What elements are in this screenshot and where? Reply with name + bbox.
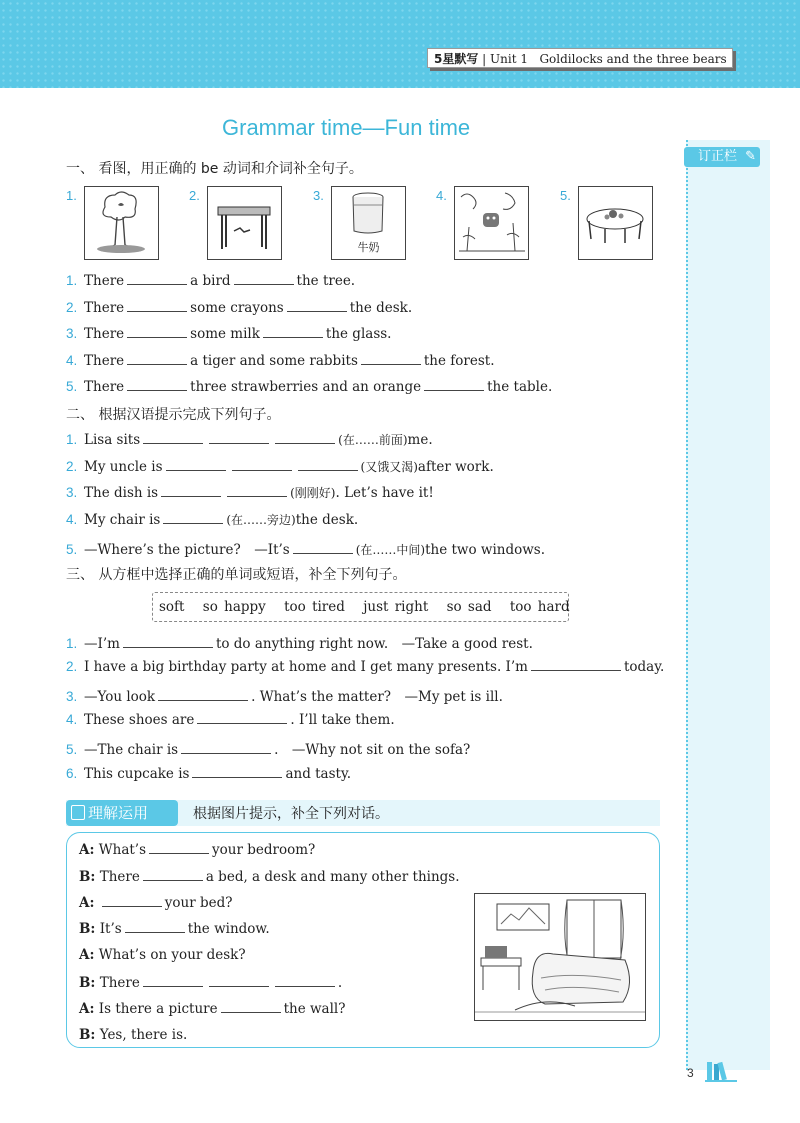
hint: (又饿又渴)	[360, 460, 418, 474]
answer-blank[interactable]	[127, 272, 187, 285]
word-option: soft	[159, 599, 185, 615]
pic-number-5: 5.	[560, 188, 571, 203]
correction-tag	[684, 147, 760, 167]
answer-blank[interactable]	[149, 841, 209, 854]
s2-line-5: 5. —Where’s the picture? —It’s (在……中间)the two windows.	[66, 542, 546, 558]
hint: (在……中间)	[355, 543, 426, 557]
pic-number-4: 4.	[436, 188, 447, 203]
running-header: 5星默写 | Unit 1 Goldilocks and the three bears	[427, 48, 733, 68]
answer-blank[interactable]	[181, 741, 271, 754]
word-bank	[152, 592, 569, 622]
unit-title: Goldilocks and the three bears	[539, 52, 727, 66]
s3-line-4: 4. These shoes are . I’ll take them.	[66, 712, 395, 728]
s2-line-3: 3. The dish is (刚刚好). Let’s have it!	[66, 485, 434, 501]
answer-blank[interactable]	[158, 688, 248, 701]
answer-blank[interactable]	[192, 765, 282, 778]
answer-blank[interactable]	[125, 920, 185, 933]
dialog-line-7: A: Is there a picture the wall?	[79, 1001, 346, 1017]
answer-blank[interactable]	[232, 458, 292, 471]
answer-blank[interactable]	[161, 484, 221, 497]
bedroom-icon	[475, 894, 645, 1020]
answer-blank[interactable]	[227, 484, 287, 497]
answer-blank[interactable]	[298, 458, 358, 471]
series-label: 5星默写	[434, 52, 479, 66]
word-option: too tired	[284, 599, 345, 615]
table-icon	[579, 187, 652, 259]
section4-heading: 根据图片提示，补全下列对话。	[193, 806, 389, 822]
notebook-icon	[71, 805, 85, 820]
answer-blank[interactable]	[361, 352, 421, 365]
s1-line-3: 3. There some milk the glass.	[66, 326, 392, 342]
forest-icon	[455, 187, 528, 259]
answer-blank[interactable]	[209, 974, 269, 987]
answer-blank[interactable]	[166, 458, 226, 471]
answer-blank[interactable]	[424, 378, 484, 391]
s2-line-4: 4. My chair is (在……旁边)the desk.	[66, 512, 359, 528]
answer-blank[interactable]	[143, 974, 203, 987]
word-option: so happy	[202, 599, 266, 615]
section1-heading: 一、 看图，用正确的 be 动词和介词补全句子。	[66, 161, 363, 177]
s2-line-1: 1. Lisa sits (在……前面)me.	[66, 432, 433, 448]
answer-blank[interactable]	[531, 658, 621, 671]
pic-number-2: 2.	[189, 188, 200, 203]
s3-line-5: 5. —The chair is . —Why not sit on the sofa?	[66, 742, 471, 758]
picture-fruit-table	[578, 186, 653, 260]
dialog-line-4: B: It’s the window.	[79, 921, 270, 937]
answer-blank[interactable]	[287, 299, 347, 312]
answer-blank[interactable]	[209, 431, 269, 444]
answer-blank[interactable]	[127, 352, 187, 365]
s3-line-6: 6. This cupcake is and tasty.	[66, 766, 352, 782]
s1-line-4: 4. There a tiger and some rabbits the forest.	[66, 353, 495, 369]
answer-blank[interactable]	[275, 974, 335, 987]
desk-icon	[208, 187, 281, 259]
picture-tiger-forest	[454, 186, 529, 260]
answer-blank[interactable]	[123, 635, 213, 648]
s2-line-2: 2. My uncle is (又饿又渴)after work.	[66, 459, 494, 475]
answer-blank[interactable]	[102, 894, 162, 907]
picture-milk-glass	[331, 186, 406, 260]
dialog-line-5: A: What’s on your desk?	[79, 947, 246, 963]
hint: (刚刚好)	[290, 486, 336, 500]
section4-tag-label: 理解运用	[88, 804, 149, 822]
dialog-line-6: B: There .	[79, 975, 343, 991]
answer-blank[interactable]	[221, 1000, 281, 1013]
unit-label: Unit 1	[490, 52, 528, 66]
dialog-line-2: B: There a bed, a desk and many other things.	[79, 869, 460, 885]
answer-blank[interactable]	[263, 325, 323, 338]
s3-line-3: 3. —You look . What’s the matter? —My pet is ill.	[66, 689, 503, 705]
page-title: Grammar time—Fun time	[222, 115, 471, 140]
answer-blank[interactable]	[127, 378, 187, 391]
s3-line-1: 1. —I’m to do anything right now. —Take a good rest.	[66, 636, 533, 652]
answer-blank[interactable]	[143, 868, 203, 881]
answer-blank[interactable]	[127, 325, 187, 338]
section4-tag	[66, 800, 178, 826]
picture-bird-tree	[84, 186, 159, 260]
pic-number-1: 1.	[66, 188, 77, 203]
pic-number-3: 3.	[313, 188, 324, 203]
s3-line-2: 2. I have a big birthday party at home and I get many presents. I’m today.	[66, 659, 665, 675]
answer-blank[interactable]	[163, 511, 223, 524]
books-icon	[705, 1060, 739, 1086]
top-banner	[0, 0, 800, 88]
glass-icon	[332, 187, 405, 235]
hint: (在……旁边)	[226, 513, 296, 527]
section3-heading: 三、 从方框中选择正确的单词或短语，补全下列句子。	[66, 567, 407, 583]
pencil-icon: ✎	[745, 149, 756, 164]
answer-blank[interactable]	[197, 711, 287, 724]
correction-column	[686, 140, 770, 1070]
page-number: 3	[687, 1066, 694, 1080]
s1-line-2: 2. There some crayons the desk.	[66, 300, 413, 316]
answer-blank[interactable]	[143, 431, 203, 444]
hint: (在……前面)	[338, 433, 408, 447]
section2-heading: 二、 根据汉语提示完成下列句子。	[66, 407, 281, 423]
bird-tree-icon	[85, 187, 158, 259]
answer-blank[interactable]	[293, 541, 353, 554]
word-option: so sad	[446, 599, 492, 615]
milk-label: 牛奶	[357, 241, 380, 254]
s1-line-1: 1. There a bird the tree.	[66, 273, 356, 289]
dialog-line-1: A: What’s your bedroom?	[79, 842, 316, 858]
picture-bedroom	[474, 893, 646, 1021]
s1-line-5: 5. There three strawberries and an orange the table.	[66, 379, 553, 395]
picture-crayons-desk	[207, 186, 282, 260]
dialog-line-3: A: your bed?	[79, 895, 233, 911]
word-option: just right	[363, 599, 429, 615]
correction-label: 订正栏	[698, 149, 738, 164]
word-option: too hard	[509, 599, 570, 615]
answer-blank[interactable]	[275, 431, 335, 444]
answer-blank[interactable]	[127, 299, 187, 312]
answer-blank[interactable]	[234, 272, 294, 285]
dialog-line-8: B: Yes, there is.	[79, 1027, 188, 1043]
